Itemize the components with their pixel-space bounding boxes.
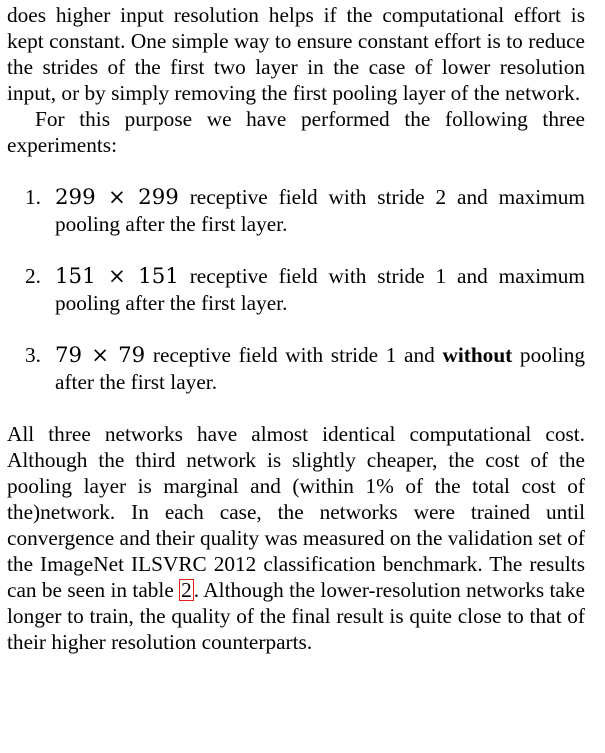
list-item — [7, 342, 585, 395]
list-item-text: receptive field with stride 1 and — [145, 343, 443, 367]
list-item-number: 3. — [25, 343, 41, 367]
paper-page — [7, 2, 585, 655]
paragraph-results-text-end: . Although the lower-resolution networks take longer to train, the quality of the final result is quite close to that of their higher resolution counterparts. — [7, 578, 585, 654]
list-item — [7, 263, 585, 316]
paragraph-experiments-intro: For this purpose we have performed the following three experiments: — [7, 107, 585, 157]
receptive-field-dims: 151 × 151 — [55, 264, 179, 289]
experiments-list — [7, 184, 585, 395]
list-item-text: receptive field with stride 1 and maximum pooling after the first layer. — [55, 264, 585, 315]
paragraph-results-text: All three networks have almost identical computational cost. Although the third network is slightly cheaper, the cost of the pooling layer is marginal and (within 1% of the total cost of the)network. In each case, the networks were trained until convergence and their quality was measured on the validation set of the ImageNet ILSVRC 2012 classification benchmark. The results can be seen in table — [7, 422, 585, 602]
list-item-number: 2. — [25, 264, 41, 288]
list-item — [7, 184, 585, 237]
paragraph-intro: does higher input resolution helps if the computational effort is kept constant. One simple way to ensure constant effort is to reduce the strides of the first two layer in the case of lower resolution input, or by simply removing the first pooling layer of the network. — [7, 3, 585, 105]
list-item-text-end: pooling after the first layer. — [55, 343, 586, 394]
receptive-field-dims: 299 × 299 — [55, 185, 179, 210]
emphasis-without: without — [442, 343, 513, 367]
list-item-number: 1. — [25, 185, 41, 209]
table-reference-link[interactable]: 2 — [181, 578, 192, 602]
paragraph-results — [7, 421, 585, 655]
list-item-text: receptive field with stride 2 and maximum pooling after the first layer. — [55, 185, 585, 236]
receptive-field-dims: 79 × 79 — [55, 343, 146, 368]
